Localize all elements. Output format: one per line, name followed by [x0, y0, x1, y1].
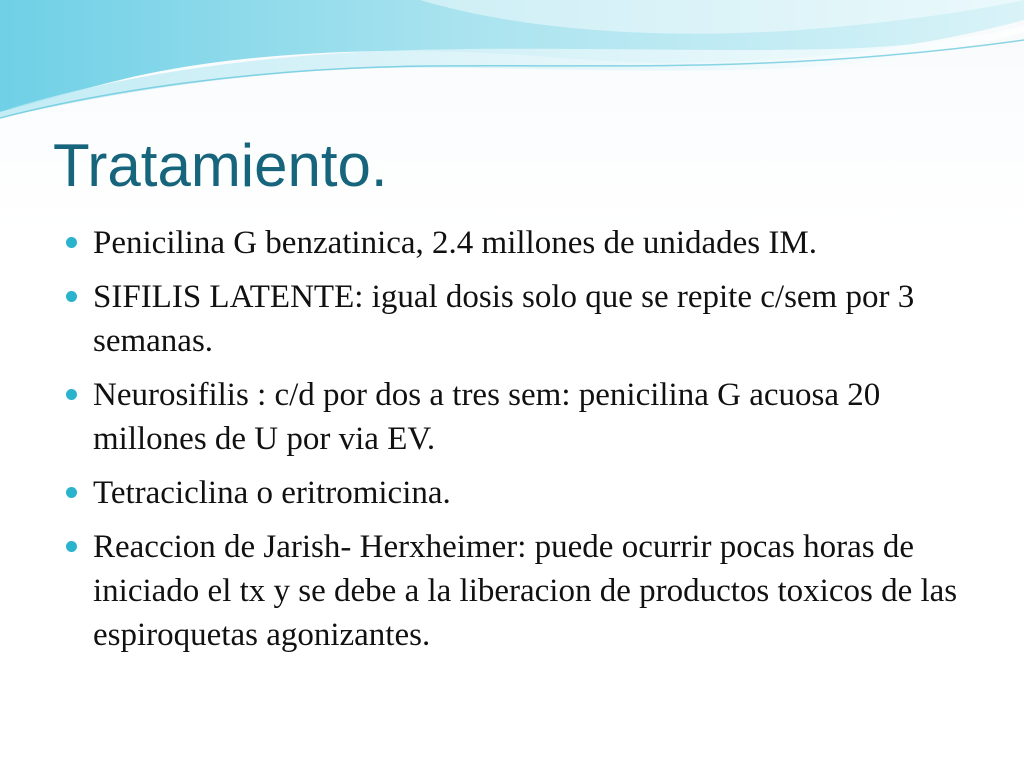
bullet-icon	[66, 487, 77, 498]
bullet-icon	[66, 389, 77, 400]
page-title: Tratamiento.	[53, 132, 388, 199]
list-item	[66, 221, 986, 265]
list-item	[66, 275, 986, 363]
list-item	[66, 525, 986, 657]
list-item-text: SIFILIS LATENTE: igual dosis solo que se repite c/sem por 3 semanas.	[93, 279, 915, 359]
header-wave-decoration	[0, 0, 1024, 130]
list-item-text: Neurosifilis : c/d por dos a tres sem: penicilina G acuosa 20 millones de U por via EV.	[93, 377, 881, 457]
list-item-text: Penicilina G benzatinica, 2.4 millones de unidades IM.	[93, 225, 817, 261]
list-item	[66, 471, 986, 515]
bullet-list	[66, 221, 986, 667]
bullet-icon	[66, 541, 77, 552]
list-item-text: Reaccion de Jarish- Herxheimer: puede ocurrir pocas horas de iniciado el tx y se debe a la liberacion de productos toxicos de las espiroquetas agonizantes.	[93, 529, 958, 653]
list-item-text: Tetraciclina o eritromicina.	[93, 475, 451, 511]
bullet-icon	[66, 237, 77, 248]
list-item	[66, 373, 986, 461]
bullet-icon	[66, 291, 77, 302]
